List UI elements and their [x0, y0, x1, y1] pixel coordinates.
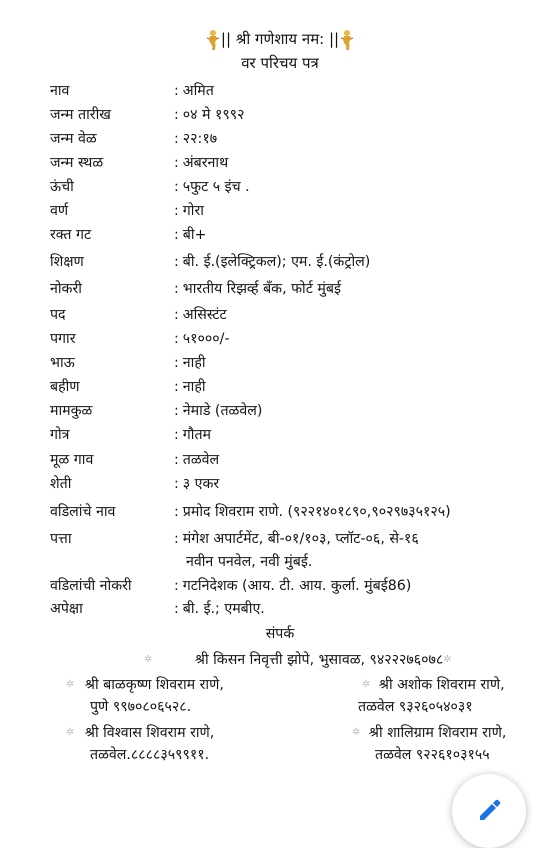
field-label: पत्ता	[50, 531, 72, 547]
field-label: वर्ण	[50, 203, 69, 219]
field-label: गोत्र	[50, 427, 70, 443]
field-value: नेमाडे (तळवेल)	[182, 403, 263, 419]
field-separator: :	[174, 355, 179, 371]
field-row	[0, 448, 560, 473]
field-separator: :	[174, 83, 179, 99]
field-label: वडिलांचे नाव	[50, 504, 116, 520]
field-value: प्रमोद शिवराम राणे. (९२२१४०१८९०,९०२९७३५१२५)	[182, 504, 451, 520]
contact-text: श्री किसन निवृत्ती झोपे, भुसावळ, ९४२२२७६०७८	[194, 651, 444, 668]
star-bullet-icon: ✲	[362, 679, 371, 690]
field-row	[0, 199, 560, 224]
star-bullet-icon: ✲	[66, 727, 75, 738]
contact-heading: संपर्क	[265, 626, 295, 642]
field-separator: :	[174, 227, 179, 243]
field-separator: :	[174, 452, 179, 468]
field-value: ५१०००/-	[182, 331, 230, 347]
field-separator: :	[174, 131, 179, 147]
contact-text: श्री अशोक शिवराम राणे,	[378, 676, 505, 693]
field-separator: :	[174, 379, 179, 395]
field-value: बी. ई.(इलेक्ट्रिकल); एम. ई.(कंट्रोल)	[182, 254, 371, 270]
field-value: गोरा	[182, 203, 204, 219]
field-label: नाव	[50, 83, 70, 99]
star-bullet-icon: ✲	[443, 654, 452, 665]
field-label: पगार	[50, 331, 76, 347]
field-separator: :	[174, 107, 179, 123]
field-row	[0, 527, 560, 552]
field-label: बहीण	[50, 379, 80, 395]
field-value: तळवेल	[182, 452, 220, 468]
field-label: रक्त गट	[50, 227, 92, 243]
field-value: २२:१७	[182, 131, 218, 147]
ganesh-icon	[339, 29, 355, 51]
contact-person-4-detail: तळवेल ९२२६१०३१५५	[375, 747, 490, 763]
field-value: ३ एकर	[182, 476, 220, 492]
field-separator: :	[174, 203, 179, 219]
field-separator: :	[174, 179, 179, 195]
contact-person-3-name	[66, 721, 214, 745]
field-separator: :	[174, 578, 179, 594]
field-row	[0, 327, 560, 352]
field-label: शिक्षण	[50, 254, 84, 270]
field-value: बी. ई.; एमबीए.	[182, 601, 265, 617]
field-row	[0, 277, 560, 302]
contact-line-1	[144, 648, 452, 672]
field-row	[0, 399, 560, 424]
contact-person-1-detail: पुणे ९९७०८०६५२८.	[90, 699, 192, 715]
contact-text: श्री शालिग्राम शिवराम राणे,	[368, 724, 507, 741]
field-label: जन्म वेळ	[50, 131, 97, 147]
field-label: जन्म तारीख	[50, 107, 111, 123]
edit-pencil-icon	[476, 796, 502, 822]
field-label: जन्म स्थळ	[50, 155, 104, 171]
field-label: शेती	[50, 476, 72, 492]
field-row	[0, 472, 560, 497]
field-label: नोकरी	[50, 281, 82, 297]
star-bullet-icon: ✲	[352, 727, 361, 738]
field-separator: :	[174, 476, 179, 492]
field-separator: :	[174, 307, 179, 323]
field-value: ०४ मे १९९२	[182, 107, 245, 123]
edit-fab-button[interactable]	[452, 774, 526, 848]
contact-text: श्री विश्वास शिवराम राणे,	[84, 724, 215, 741]
field-row	[0, 79, 560, 104]
field-row	[0, 351, 560, 376]
field-separator: :	[174, 601, 179, 617]
field-row	[0, 423, 560, 448]
field-label: अपेक्षा	[50, 601, 83, 617]
field-value: बी+	[182, 227, 207, 243]
field-separator: :	[174, 155, 179, 171]
field-row	[0, 103, 560, 128]
field-row	[0, 574, 560, 599]
field-row	[0, 127, 560, 152]
address-line-2: नवीन पनवेल, नवी मुंबई.	[186, 554, 313, 570]
field-row	[0, 223, 560, 248]
field-value: असिस्टंट	[182, 307, 227, 323]
header-prayer-line	[0, 28, 560, 51]
field-separator: :	[174, 331, 179, 347]
field-separator: :	[174, 403, 179, 419]
field-value: गटनिदेशक (आय. टी. आय. कुर्ला. मुंबई86)	[182, 578, 412, 594]
field-value: अंबरनाथ	[182, 155, 229, 171]
field-row	[0, 597, 560, 622]
field-separator: :	[174, 254, 179, 270]
contact-person-2-detail: तळवेल ९३२६०५४०३१	[358, 699, 473, 715]
field-value: अमित	[182, 83, 214, 99]
field-row	[0, 175, 560, 200]
field-row	[0, 500, 560, 525]
field-label: ऊंची	[50, 179, 74, 195]
field-label: वडिलांची नोकरी	[50, 578, 132, 594]
field-row	[0, 375, 560, 400]
star-bullet-icon: ✲	[144, 654, 153, 665]
field-row	[0, 303, 560, 328]
contact-person-4-name	[352, 721, 506, 745]
field-value: गौतम	[182, 427, 212, 443]
field-label: भाऊ	[50, 355, 75, 371]
field-value: नाही	[182, 355, 206, 371]
contact-person-2-name	[362, 673, 505, 697]
contact-text: श्री बाळकृष्ण शिवराम राणे,	[84, 676, 224, 693]
field-label: मामकुळ	[50, 403, 93, 419]
ganesh-icon	[205, 29, 221, 51]
field-separator: :	[174, 531, 179, 547]
field-separator: :	[174, 504, 179, 520]
contact-person-1-name	[66, 673, 224, 697]
field-separator: :	[174, 281, 179, 297]
prayer-text: || श्री गणेशाय नम: ||	[220, 30, 340, 48]
field-label: मूळ गाव	[50, 452, 94, 468]
contact-person-3-detail: तळवेल.८८८८३५९९११.	[90, 747, 210, 763]
field-value: मंगेश अपार्टमेंट, बी-०१/१०३, प्लॉट-०६, से-१६	[182, 531, 419, 547]
field-row	[0, 151, 560, 176]
document-title: वर परिचय पत्र	[241, 54, 319, 72]
field-value: भारतीय रिझर्व्ह बँक, फोर्ट मुंबई	[182, 281, 341, 297]
field-value: ५फुट ५ इंच .	[182, 179, 250, 195]
field-separator: :	[174, 427, 179, 443]
field-row	[0, 250, 560, 275]
field-label: पद	[50, 307, 66, 323]
star-bullet-icon: ✲	[66, 679, 75, 690]
field-value: नाही	[182, 379, 206, 395]
